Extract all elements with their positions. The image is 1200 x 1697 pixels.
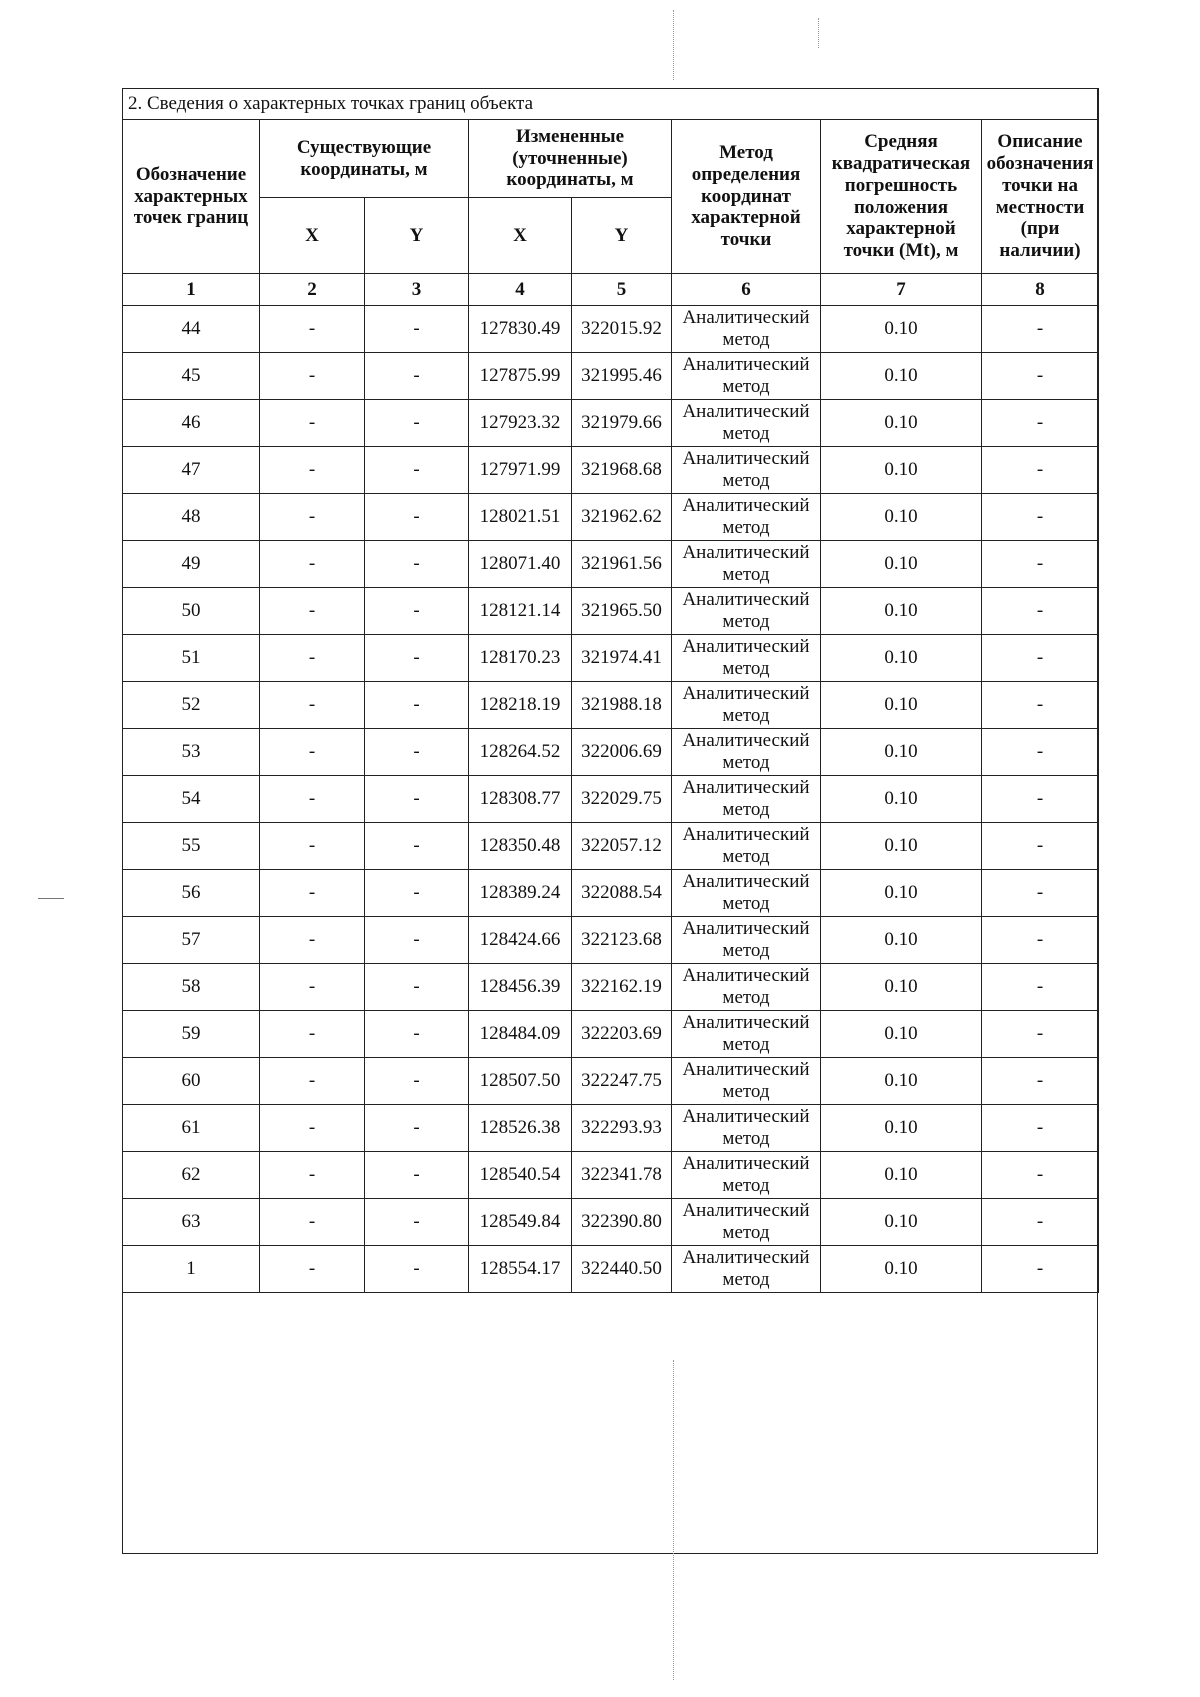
cell-method: Аналитический метод	[672, 306, 821, 353]
cell-description: -	[982, 306, 1099, 353]
cell-x: 128021.51	[469, 494, 572, 541]
cell-y: 322088.54	[572, 870, 672, 917]
scan-noise	[818, 18, 819, 48]
cell-point: 57	[123, 917, 260, 964]
table-row	[123, 400, 1099, 447]
cell-existing-y: -	[365, 541, 469, 588]
cell-point: 63	[123, 1199, 260, 1246]
table-row	[123, 870, 1099, 917]
column-number: 3	[365, 274, 469, 306]
cell-existing-x: -	[260, 541, 365, 588]
cell-y: 322029.75	[572, 776, 672, 823]
cell-method: Аналитический метод	[672, 353, 821, 400]
header-changed-x: X	[469, 198, 572, 274]
cell-mean-error: 0.10	[821, 1058, 982, 1105]
cell-y: 322203.69	[572, 1011, 672, 1058]
cell-y: 321965.50	[572, 588, 672, 635]
cell-existing-x: -	[260, 682, 365, 729]
column-number: 5	[572, 274, 672, 306]
cell-mean-error: 0.10	[821, 494, 982, 541]
cell-y: 322247.75	[572, 1058, 672, 1105]
cell-x: 127971.99	[469, 447, 572, 494]
cell-description: -	[982, 776, 1099, 823]
cell-mean-error: 0.10	[821, 870, 982, 917]
cell-method: Аналитический метод	[672, 1105, 821, 1152]
cell-mean-error: 0.10	[821, 1246, 982, 1293]
cell-existing-y: -	[365, 964, 469, 1011]
cell-method: Аналитический метод	[672, 1058, 821, 1105]
cell-point: 54	[123, 776, 260, 823]
table-row	[123, 1058, 1099, 1105]
cell-existing-x: -	[260, 776, 365, 823]
cell-existing-y: -	[365, 306, 469, 353]
cell-existing-y: -	[365, 1105, 469, 1152]
cell-x: 128554.17	[469, 1246, 572, 1293]
cell-description: -	[982, 1011, 1099, 1058]
cell-point: 44	[123, 306, 260, 353]
column-number: 6	[672, 274, 821, 306]
cell-mean-error: 0.10	[821, 682, 982, 729]
cell-mean-error: 0.10	[821, 306, 982, 353]
table-row	[123, 1011, 1099, 1058]
header-changed-y: Y	[572, 198, 672, 274]
cell-description: -	[982, 1152, 1099, 1199]
column-number: 1	[123, 274, 260, 306]
cell-description: -	[982, 682, 1099, 729]
cell-point: 1	[123, 1246, 260, 1293]
cell-mean-error: 0.10	[821, 917, 982, 964]
cell-existing-x: -	[260, 306, 365, 353]
table-row	[123, 823, 1099, 870]
cell-x: 127923.32	[469, 400, 572, 447]
cell-y: 322006.69	[572, 729, 672, 776]
column-number: 4	[469, 274, 572, 306]
cell-x: 128549.84	[469, 1199, 572, 1246]
cell-x: 128264.52	[469, 729, 572, 776]
cell-description: -	[982, 823, 1099, 870]
cell-existing-y: -	[365, 588, 469, 635]
cell-existing-x: -	[260, 1011, 365, 1058]
scan-noise	[673, 1360, 674, 1680]
cell-point: 47	[123, 447, 260, 494]
cell-existing-x: -	[260, 1199, 365, 1246]
cell-point: 53	[123, 729, 260, 776]
cell-method: Аналитический метод	[672, 400, 821, 447]
cell-method: Аналитический метод	[672, 494, 821, 541]
cell-point: 56	[123, 870, 260, 917]
cell-point: 55	[123, 823, 260, 870]
table-row	[123, 776, 1099, 823]
section-title: 2. Сведения о характерных точках границ объекта	[123, 89, 1099, 120]
cell-x: 128071.40	[469, 541, 572, 588]
cell-method: Аналитический метод	[672, 729, 821, 776]
cell-y: 321979.66	[572, 400, 672, 447]
cell-y: 322390.80	[572, 1199, 672, 1246]
cell-existing-x: -	[260, 823, 365, 870]
header-description: Описание обозначения точки на местности (при наличии)	[982, 120, 1099, 274]
cell-existing-y: -	[365, 729, 469, 776]
table-row	[123, 1199, 1099, 1246]
cell-existing-x: -	[260, 729, 365, 776]
cell-x: 128350.48	[469, 823, 572, 870]
cell-mean-error: 0.10	[821, 1152, 982, 1199]
cell-description: -	[982, 494, 1099, 541]
cell-description: -	[982, 1058, 1099, 1105]
header-existing-coordinates: Существующие координаты, м	[260, 120, 469, 198]
cell-x: 127875.99	[469, 353, 572, 400]
cell-method: Аналитический метод	[672, 635, 821, 682]
cell-existing-y: -	[365, 870, 469, 917]
cell-mean-error: 0.10	[821, 1199, 982, 1246]
cell-point: 60	[123, 1058, 260, 1105]
cell-method: Аналитический метод	[672, 1152, 821, 1199]
header-existing-x: X	[260, 198, 365, 274]
cell-y: 322162.19	[572, 964, 672, 1011]
cell-method: Аналитический метод	[672, 541, 821, 588]
cell-mean-error: 0.10	[821, 776, 982, 823]
cell-method: Аналитический метод	[672, 964, 821, 1011]
header-mean-error: Средняя квадратическая погрешность положения характерной точки (Mt), м	[821, 120, 982, 274]
cell-existing-x: -	[260, 1152, 365, 1199]
table-row	[123, 964, 1099, 1011]
cell-y: 321961.56	[572, 541, 672, 588]
header-changed-coordinates: Измененные (уточненные) координаты, м	[469, 120, 672, 198]
cell-x: 128218.19	[469, 682, 572, 729]
cell-mean-error: 0.10	[821, 541, 982, 588]
table-row	[123, 588, 1099, 635]
cell-existing-x: -	[260, 400, 365, 447]
cell-existing-x: -	[260, 1058, 365, 1105]
cell-y: 322057.12	[572, 823, 672, 870]
cell-point: 48	[123, 494, 260, 541]
cell-method: Аналитический метод	[672, 1011, 821, 1058]
cell-mean-error: 0.10	[821, 823, 982, 870]
cell-x: 128507.50	[469, 1058, 572, 1105]
cell-method: Аналитический метод	[672, 823, 821, 870]
cell-method: Аналитический метод	[672, 447, 821, 494]
cell-description: -	[982, 1105, 1099, 1152]
cell-mean-error: 0.10	[821, 729, 982, 776]
cell-existing-y: -	[365, 823, 469, 870]
cell-existing-y: -	[365, 1011, 469, 1058]
cell-y: 321974.41	[572, 635, 672, 682]
cell-description: -	[982, 729, 1099, 776]
table-row	[123, 447, 1099, 494]
cell-existing-x: -	[260, 1246, 365, 1293]
cell-point: 51	[123, 635, 260, 682]
cell-mean-error: 0.10	[821, 635, 982, 682]
cell-x: 128540.54	[469, 1152, 572, 1199]
cell-method: Аналитический метод	[672, 1199, 821, 1246]
cell-mean-error: 0.10	[821, 588, 982, 635]
cell-existing-y: -	[365, 776, 469, 823]
cell-existing-y: -	[365, 1199, 469, 1246]
column-number: 7	[821, 274, 982, 306]
cell-method: Аналитический метод	[672, 776, 821, 823]
table-row	[123, 494, 1099, 541]
cell-y: 322123.68	[572, 917, 672, 964]
table-row	[123, 682, 1099, 729]
cell-existing-x: -	[260, 917, 365, 964]
column-number: 2	[260, 274, 365, 306]
cell-method: Аналитический метод	[672, 682, 821, 729]
cell-x: 127830.49	[469, 306, 572, 353]
cell-mean-error: 0.10	[821, 353, 982, 400]
header-existing-y: Y	[365, 198, 469, 274]
cell-description: -	[982, 870, 1099, 917]
boundary-points-table	[122, 88, 1099, 1293]
cell-description: -	[982, 588, 1099, 635]
cell-y: 322341.78	[572, 1152, 672, 1199]
cell-existing-x: -	[260, 353, 365, 400]
cell-mean-error: 0.10	[821, 1105, 982, 1152]
cell-description: -	[982, 1246, 1099, 1293]
data-rows	[123, 306, 1099, 1293]
scan-noise	[673, 10, 674, 80]
header-point-designation: Обозначение характерных точек границ	[123, 120, 260, 274]
cell-existing-y: -	[365, 1246, 469, 1293]
cell-x: 128456.39	[469, 964, 572, 1011]
cell-description: -	[982, 917, 1099, 964]
cell-description: -	[982, 1199, 1099, 1246]
cell-method: Аналитический метод	[672, 1246, 821, 1293]
cell-existing-x: -	[260, 870, 365, 917]
cell-method: Аналитический метод	[672, 917, 821, 964]
cell-existing-y: -	[365, 447, 469, 494]
cell-point: 59	[123, 1011, 260, 1058]
cell-existing-y: -	[365, 682, 469, 729]
cell-existing-x: -	[260, 635, 365, 682]
cell-point: 49	[123, 541, 260, 588]
cell-x: 128121.14	[469, 588, 572, 635]
cell-existing-y: -	[365, 917, 469, 964]
column-number: 8	[982, 274, 1099, 306]
column-numbers-row	[123, 274, 1099, 306]
cell-x: 128308.77	[469, 776, 572, 823]
table-row	[123, 353, 1099, 400]
cell-existing-y: -	[365, 635, 469, 682]
table-row	[123, 1105, 1099, 1152]
cell-y: 321968.68	[572, 447, 672, 494]
cell-existing-x: -	[260, 1105, 365, 1152]
cell-existing-x: -	[260, 588, 365, 635]
cell-mean-error: 0.10	[821, 400, 982, 447]
cell-existing-y: -	[365, 1152, 469, 1199]
table-row	[123, 541, 1099, 588]
cell-point: 62	[123, 1152, 260, 1199]
cell-existing-y: -	[365, 400, 469, 447]
cell-mean-error: 0.10	[821, 1011, 982, 1058]
table-row	[123, 729, 1099, 776]
cell-point: 52	[123, 682, 260, 729]
cell-existing-x: -	[260, 447, 365, 494]
cell-description: -	[982, 400, 1099, 447]
cell-y: 321995.46	[572, 353, 672, 400]
cell-existing-y: -	[365, 494, 469, 541]
cell-y: 321988.18	[572, 682, 672, 729]
table-row	[123, 635, 1099, 682]
cell-mean-error: 0.10	[821, 964, 982, 1011]
cell-x: 128424.66	[469, 917, 572, 964]
cell-x: 128484.09	[469, 1011, 572, 1058]
cell-description: -	[982, 635, 1099, 682]
header-method: Метод определения координат характерной точки	[672, 120, 821, 274]
cell-x: 128170.23	[469, 635, 572, 682]
cell-description: -	[982, 964, 1099, 1011]
cell-point: 46	[123, 400, 260, 447]
cell-existing-x: -	[260, 964, 365, 1011]
table-row	[123, 1246, 1099, 1293]
cell-method: Аналитический метод	[672, 870, 821, 917]
cell-existing-y: -	[365, 353, 469, 400]
cell-method: Аналитический метод	[672, 588, 821, 635]
table-row	[123, 306, 1099, 353]
cell-point: 58	[123, 964, 260, 1011]
cell-description: -	[982, 353, 1099, 400]
cell-y: 322015.92	[572, 306, 672, 353]
scan-mark	[38, 898, 64, 899]
cell-x: 128389.24	[469, 870, 572, 917]
cell-mean-error: 0.10	[821, 447, 982, 494]
cell-description: -	[982, 447, 1099, 494]
cell-existing-x: -	[260, 494, 365, 541]
cell-y: 321962.62	[572, 494, 672, 541]
cell-point: 50	[123, 588, 260, 635]
cell-description: -	[982, 541, 1099, 588]
table-row	[123, 917, 1099, 964]
cell-point: 45	[123, 353, 260, 400]
cell-point: 61	[123, 1105, 260, 1152]
cell-existing-y: -	[365, 1058, 469, 1105]
table-row	[123, 1152, 1099, 1199]
cell-y: 322440.50	[572, 1246, 672, 1293]
cell-y: 322293.93	[572, 1105, 672, 1152]
cell-x: 128526.38	[469, 1105, 572, 1152]
